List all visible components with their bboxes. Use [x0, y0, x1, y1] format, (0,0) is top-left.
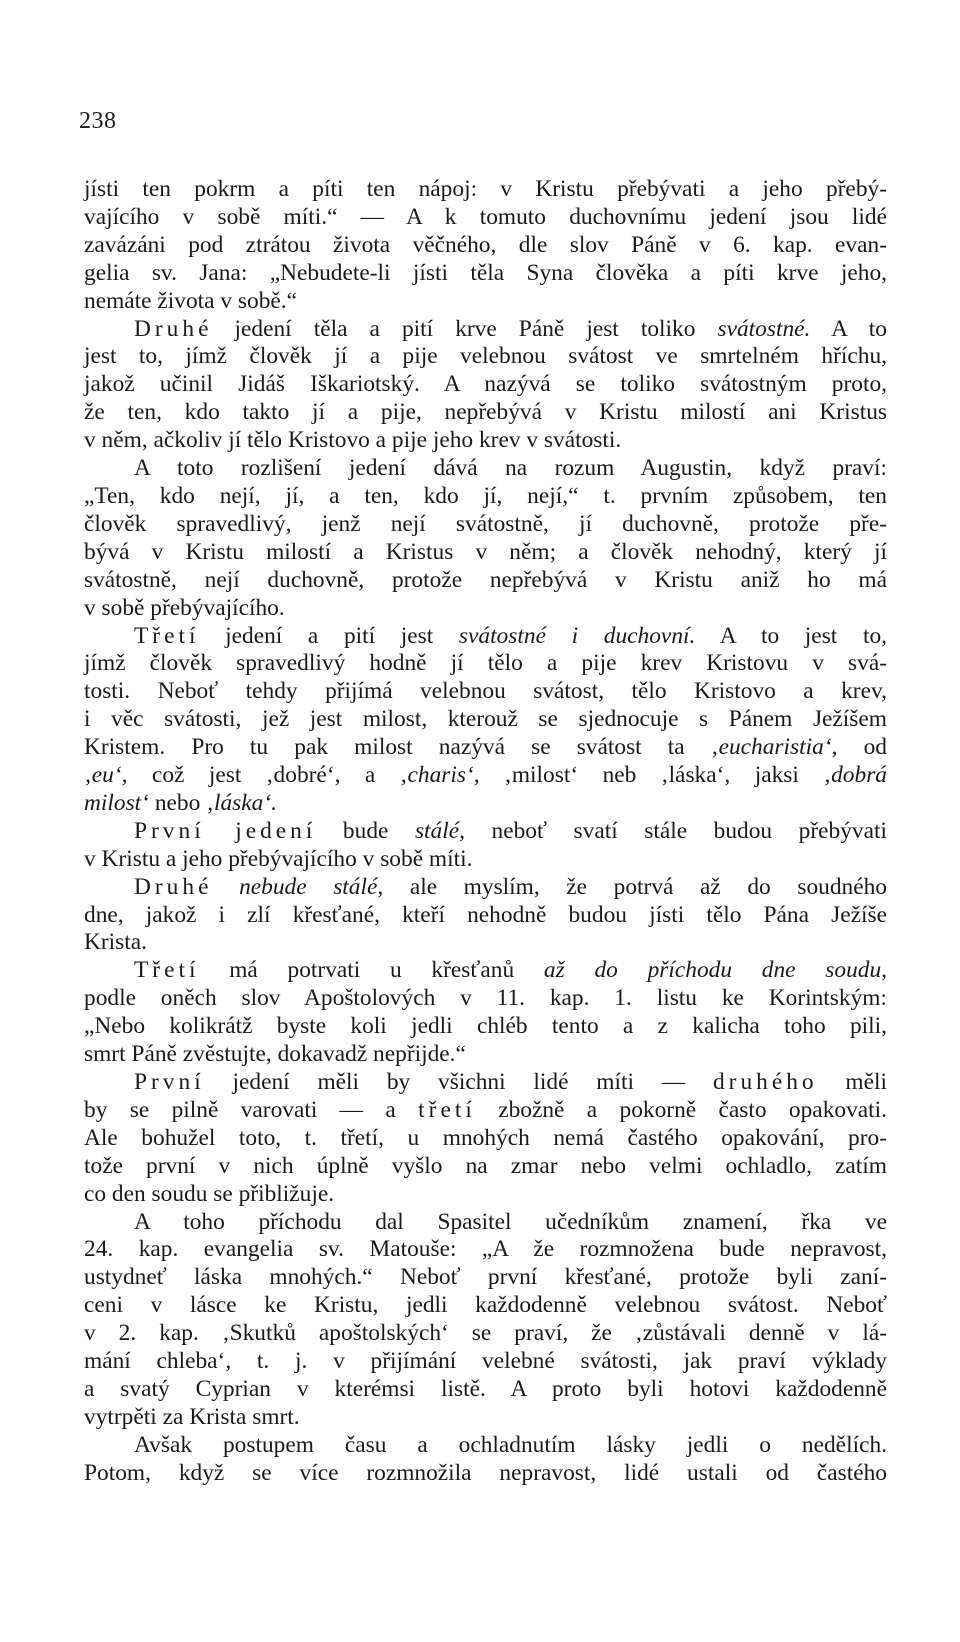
- line-text: by se pilně varovati — a: [84, 1096, 419, 1123]
- text-line: [84, 1125, 887, 1153]
- text-line: [84, 567, 887, 595]
- spaced-text: druhého: [712, 1069, 818, 1095]
- text-line: [84, 874, 887, 902]
- line-text: Krista.: [84, 929, 148, 956]
- italic-text: ‚dobrá: [823, 762, 887, 789]
- line-text: tože první v nich úplně vyšlo na zmar nebo velmi ochladlo, zatím: [84, 1152, 887, 1179]
- line-text: bude: [316, 817, 415, 844]
- line-text: ceni v lásce ke Kristu, jedli každodenně velebnou svátost. Neboť: [84, 1292, 887, 1319]
- text-line: [84, 1097, 887, 1125]
- italic-text: svátostné i duchovní.: [458, 622, 696, 649]
- text-line: [84, 1153, 887, 1181]
- text-line: [84, 1320, 887, 1348]
- page-number: 238: [79, 108, 117, 134]
- italic-text: svátostné.: [717, 315, 811, 342]
- text-line: [84, 762, 887, 790]
- text-line: [84, 343, 887, 371]
- line-text: ustydneť láska mnohých.“ Neboť první křesťané, protože byli zaní-: [84, 1264, 887, 1291]
- line-text: neboť svatí stále budou přebývati: [464, 817, 888, 844]
- line-text: nebo: [148, 789, 207, 816]
- line-text: Ale bohužel toto, t. třetí, u mnohých nemá častého opakování, pro-: [84, 1124, 887, 1151]
- line-text: co den soudu se přibližuje.: [84, 1180, 335, 1207]
- line-text: od: [837, 734, 887, 761]
- text-line: [84, 1460, 887, 1488]
- text-line: [84, 1041, 887, 1069]
- italic-text: stálé,: [414, 817, 465, 844]
- text-line: [84, 650, 887, 678]
- line-text: „Nebo kolikrátž byste koli jedli chléb tento a z kalicha toho pili,: [84, 1013, 887, 1040]
- text-line: [84, 204, 887, 232]
- line-text: Avšak postupem času a ochladnutím lásky jedli o nedělích.: [134, 1431, 887, 1458]
- italic-text: nebude stálé,: [239, 873, 384, 900]
- line-text: A to: [810, 315, 887, 342]
- text-line: [84, 1292, 887, 1320]
- text-line: [84, 1013, 887, 1041]
- line-text: i věc svátosti, jež jest milost, kterouž se sjednocuje s Pánem Ježíšem: [84, 706, 887, 733]
- body-text: [84, 176, 887, 1488]
- text-line: [84, 455, 887, 483]
- italic-text: milost‘: [84, 789, 149, 816]
- spaced-text: První: [134, 1069, 205, 1095]
- line-text: bývá v Kristu milostí a Kristus v něm; a člověk nehodný, který jí: [84, 538, 887, 565]
- line-text: „Ten, kdo nejí, jí, a ten, kdo jí, nejí,“ t. prvním způsobem, ten: [84, 482, 887, 509]
- line-text: v něm, ačkoliv jí tělo Kristovo a pije jeho krev v svátosti.: [84, 427, 622, 454]
- italic-text: ‚charis‘,: [399, 762, 480, 789]
- line-text: Potom, když se více rozmnožila nepravost, lidé ustali od častého: [84, 1459, 887, 1486]
- line-text: tosti. Neboť tehdy přijímá velebnou svátost, tělo Kristovo a krev,: [84, 678, 887, 705]
- text-line: [84, 734, 887, 762]
- text-line: [84, 1432, 887, 1460]
- line-text: jedení a pití jest: [199, 622, 459, 649]
- line-text: svátostně, nejí duchovně, protože nepřebývá v Kristu aniž ho má: [84, 566, 887, 593]
- text-line: [84, 1404, 887, 1432]
- line-text: zavázáni pod ztrátou života věčného, dle slov Páně v 6. kap. evan-: [84, 231, 887, 258]
- text-line: [84, 623, 887, 651]
- line-text: dne, jakož i zlí křesťané, kteří nehodně budou jísti tělo Pána Ježíše: [84, 901, 887, 928]
- text-line: [84, 427, 887, 455]
- text-line: [84, 1209, 887, 1237]
- line-text: vajícího v sobě míti.“ — A k tomuto duchovnímu jedení jsou lidé: [84, 203, 887, 230]
- text-line: [84, 1376, 887, 1404]
- text-line: [84, 260, 887, 288]
- line-text: a svatý Cyprian v kterémsi listě. A proto byli hotovi každodenně: [84, 1375, 887, 1402]
- spaced-text: Druhé: [134, 873, 213, 900]
- text-line: [84, 288, 887, 316]
- text-line: [84, 316, 887, 344]
- line-text: má potrvati u křesťanů: [199, 957, 544, 984]
- line-text: nemáte života v sobě.“: [84, 287, 298, 314]
- spaced-text: Třetí: [134, 622, 200, 649]
- text-line: [84, 790, 887, 818]
- text-line: [84, 399, 887, 427]
- text-line: [84, 232, 887, 260]
- line-text: ‚milost‘ neb ‚láska‘, jaksi: [479, 762, 824, 789]
- line-text: ale myslím, že potrvá až do soudného: [383, 873, 887, 900]
- line-text: že ten, kdo takto jí a pije, nepřebývá v Kristu milostí ani Kristus: [84, 399, 887, 426]
- line-text: jísti ten pokrm a píti ten nápoj: v Kristu přebývati a jeho přebý-: [84, 176, 887, 202]
- line-text: A toto rozlišení jedení dává na rozum Augustin, když praví:: [134, 455, 887, 482]
- text-line: [84, 1181, 887, 1209]
- line-text: jedení měli by všichni lidé míti —: [204, 1069, 713, 1095]
- line-text: měli: [817, 1069, 888, 1095]
- line-text: v 2. kap. ‚Skutků apoštolských‘ se praví, že ‚zůstávali denně v lá-: [84, 1320, 887, 1347]
- line-text: v sobě přebývajícího.: [84, 594, 285, 621]
- italic-text: ‚eu‘,: [84, 762, 128, 789]
- line-text: jedení těla a pití krve Páně jest toliko: [212, 315, 718, 342]
- line-text: jakož učinil Jidáš Iškariotský. A nazývá se toliko svátostným proto,: [84, 371, 887, 398]
- italic-text: ‚eucharistia‘,: [710, 734, 838, 761]
- line-text: jest to, jímž člověk jí a pije velebnou svátost ve smrtelném hříchu,: [84, 343, 887, 370]
- text-line: [84, 1069, 887, 1097]
- line-text: Kristem. Pro tu pak milost nazývá se svátost ta: [84, 734, 711, 761]
- line-text: což jest ‚dobré‘, a: [127, 762, 400, 789]
- text-line: [84, 902, 887, 930]
- text-line: [84, 511, 887, 539]
- line-text: mání chleba‘, t. j. v přijímání velebné svátosti, jak praví výklady: [84, 1348, 887, 1375]
- line-text: v Kristu a jeho přebývajícího v sobě míti.: [84, 845, 473, 872]
- text-line: [84, 706, 887, 734]
- line-text: gelia sv. Jana: „Nebudete-li jísti těla Syna člověka a píti krve jeho,: [84, 259, 887, 286]
- line-text: A toho příchodu dal Spasitel učedníkům znamení, řka ve: [134, 1208, 887, 1235]
- text-line: [84, 957, 887, 985]
- line-text: smrt Páně zvěstujte, dokavadž nepřijde.“: [84, 1041, 466, 1068]
- text-line: [84, 929, 887, 957]
- spaced-text: Druhé: [134, 315, 213, 342]
- line-text: podle oněch slov Apoštolových v 11. kap. 1. listu ke Korintským:: [84, 985, 887, 1012]
- text-line: [84, 1348, 887, 1376]
- spaced-text: Třetí: [134, 957, 200, 984]
- line-text: vytrpěti za Krista smrt.: [84, 1403, 300, 1430]
- spaced-text: První jedení: [134, 817, 317, 844]
- text-line: [84, 595, 887, 623]
- line-text: člověk spravedlivý, jenž nejí svátostně, jí duchovně, protože pře-: [84, 510, 887, 537]
- text-line: [84, 985, 887, 1013]
- text-line: [84, 371, 887, 399]
- italic-text: ‚láska‘.: [206, 789, 277, 816]
- text-line: [84, 818, 887, 846]
- text-line: [84, 846, 887, 874]
- text-line: [84, 678, 887, 706]
- line-text: A to jest to,: [695, 622, 887, 649]
- line-text: jímž člověk spravedlivý hodně jí tělo a pije krev Kristovu v svá-: [84, 650, 887, 677]
- text-line: [84, 1236, 887, 1264]
- line-text: 24. kap. evangelia sv. Matouše: „A že rozmnožena bude nepravost,: [84, 1236, 887, 1263]
- text-line: [84, 1264, 887, 1292]
- text-line: [84, 539, 887, 567]
- text-line: [84, 483, 887, 511]
- line-text: [212, 874, 239, 900]
- spaced-text: třetí: [418, 1096, 476, 1123]
- line-text: zbožně a pokorně často opakovati.: [475, 1096, 888, 1123]
- italic-text: až do příchodu dne soudu,: [543, 957, 887, 984]
- text-line: [84, 176, 887, 204]
